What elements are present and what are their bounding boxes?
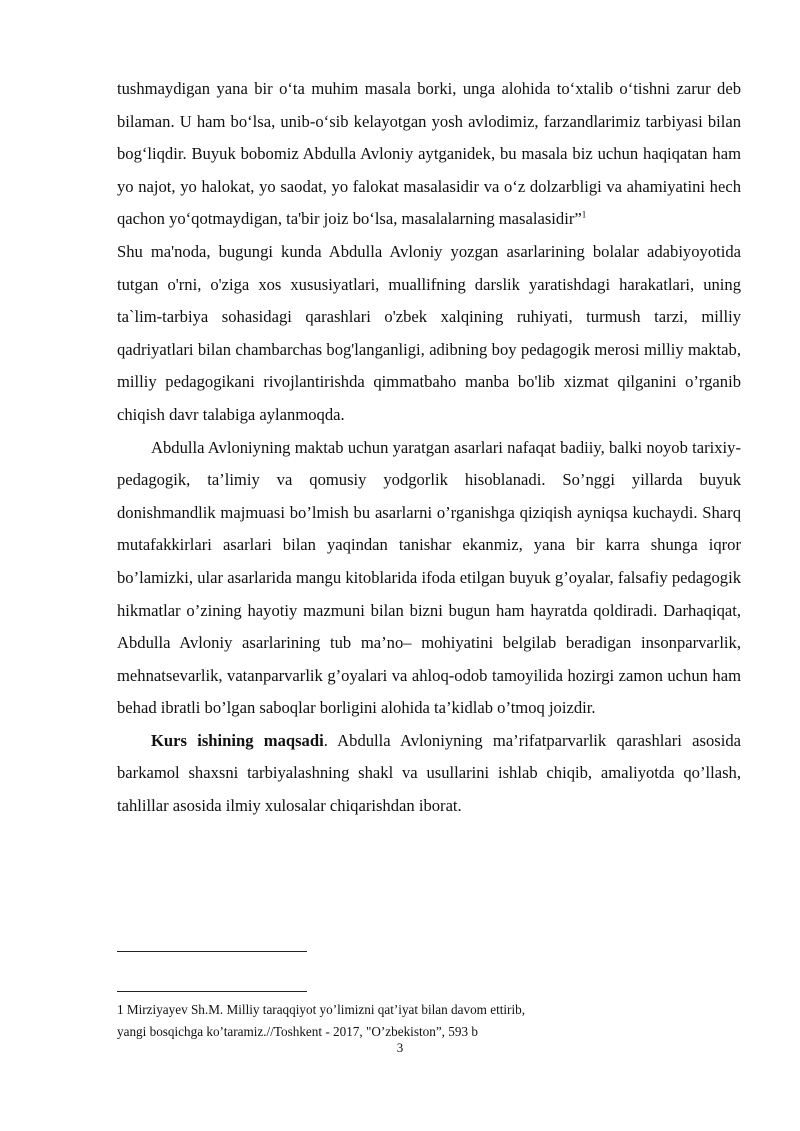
paragraph-3: Abdulla Avloniyning maktab uchun yaratgan asarlari nafaqat badiiy, balki noyob tarixiy- pedagogik, ta’limiy va qomusiy yodgorlik hisoblanadi. So’nggi yillarda buyuk donishmandlik majmuasi bo’lmish bu asarlarni o’rganishga qiziqish ayniqsa kuchaydi. Sharq mutafakkirlari asarlari bilan yaqindan tanishar ekanmiz, yana bir karra shunga iqror bo’lamizki, ular asarlarida mangu kitoblarida ifoda etilgan buyuk g’oyalar, falsafiy pedagogik hikmatlar o’zining hayotiy mazmuni bilan bizni bugun ham hayratda qoldiradi. Darhaqiqat, Abdulla Avloniy asarlarining tub ma’no– mohiyatini belgilab beradigan insonparvarlik, mehnatsevarlik, vatanparvarlik g’oyalari va ahloq-odob tamoyilida hozirgi zamon uchun ham behad ibratli bo’lgan saboqlar borligini alohida ta’kidlab o’tmoq joizdir. [117,437,741,718]
footnote-number: 1 [117,1002,124,1017]
footnote [117,999,717,1043]
footnote-text-1: Mirziyayev Sh.M. Milliy taraqqiyot yo’limizni qat’iyat bilan davom ettirib, [126,1002,526,1017]
paragraph-1 [117,73,741,236]
body-text [117,73,741,823]
paragraph-2: Shu ma'noda, bugungi kunda Abdulla Avloniy yozgan asarlarining bolalar adabiyoyotida tutgan o'rni, o'ziga xos xususiyatlari, muallifning darslik yaratishdagi harakatlari, uning ta`lim-tarbiya sohasidagi qarashlari o'zbek xalqining ruhiyati, turmush tarzi, milliy qadriyatlari bilan chambarchas bog'langanligi, adibning boy pedagogik merosi milliy maktab, milliy pedagogikani rivojlantirishda qimmatbaho manba bo'lib xizmat qilganini o’rganib chiqish davr talabiga aylanmoqda. [117,241,741,424]
paragraph-4 [117,725,741,823]
page-number: 3 [396,1040,404,1055]
paragraph-1-text: tushmaydigan yana bir o‘ta muhim masala borki, unga alohida to‘xtalib o‘tishni zarur deb bilaman. U ham bo‘lsa, unib-o‘sib kelayotgan yosh avlodimiz, farzandlarimiz tarbiyasi bilan bog‘liqdir. Buyuk bobomiz Abdulla Avloniy aytganidek, bu masala biz uchun haqiqatan ham yo najot, yo halokat, yo saodat, yo falokat masalasidir va o‘z dolzarbligi va ahamiyatini hech qachon yo‘qotmaydigan, ta'bir joiz bo‘lsa, masalalarning masalasidir” [117,79,741,229]
course-goal-heading: Kurs ishining maqsadi [151,730,324,750]
paragraph-4-text: . Abdulla Avloniyning ma’rifatparvarlik qarashlari asosida barkamol shaxsni tarbiyalashning shakl va usullarini ishlab chiqib, amaliyotda qo’llash, tahlillar asosida ilmiy xulosalar chiqarishdan iborat. [117,730,741,816]
footnote-reference[interactable]: 1 [581,209,587,220]
section-divider [117,951,307,952]
footnote-line-1 [117,999,717,1021]
footnote-line-2: yangi bosqichga ko’taramiz.//Toshkent - 2017, "O’zbekiston”, 593 b [117,1024,478,1039]
footnote-separator [117,991,307,992]
